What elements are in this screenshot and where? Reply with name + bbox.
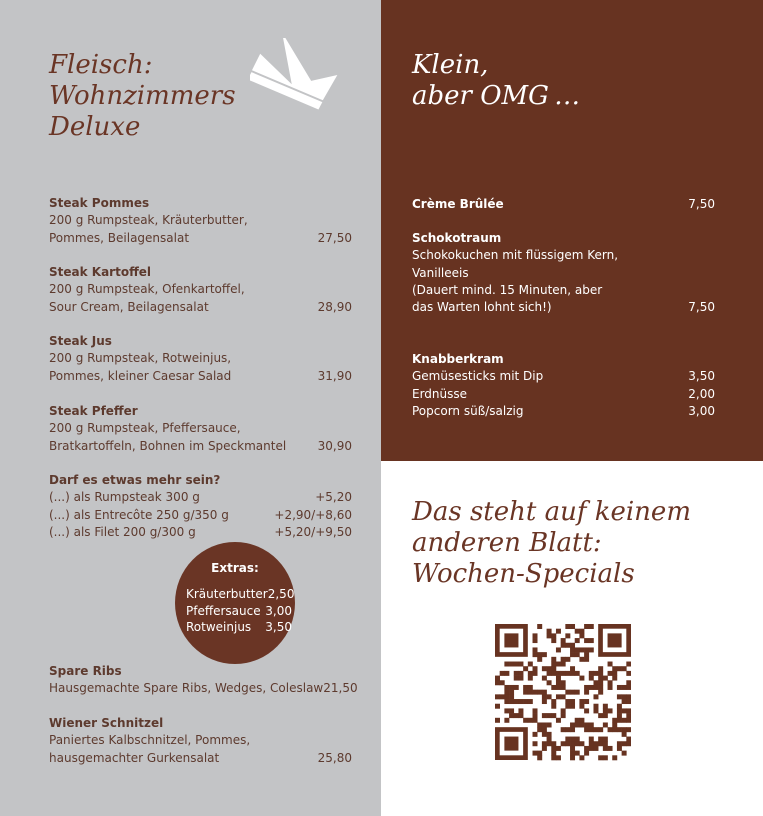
menu-item-schokotraum: Schokotraum Schokokuchen mit flüssigem Kern, Vanilleeis (Dauert mind. 15 Minuten, aber das Warten lohnt sich!) 7,50 [412,230,715,316]
menu-item-upgrades: Darf es etwas mehr sein? (...) als Rumpsteak 300 g +5,20 (...) als Entrecôte 250 g/350 g +2,90/+8,60 (...) als Filet 200 g/300 g +5,20/+9,50 [49,473,352,539]
crown-icon [250,38,354,114]
price: 31,90 [317,368,352,383]
menu-item-creme-brulee: Crème Brûlée 7,50 [412,196,715,213]
price: 28,90 [317,299,352,314]
price: 7,50 [688,300,715,315]
menu-item-spare-ribs: Spare Ribs Hausgemachte Spare Ribs, Wedges, Coleslaw 21,50 [49,663,352,698]
specials-heading: Das steht auf keinem anderen Blatt: Wochen-Specials [412,497,691,589]
menu-item-knabberkram: Knabberkram Gemüsesticks mit Dip 3,50 Erdnüsse 2,00 Popcorn süß/salzig 3,00 [412,352,715,418]
price: 21,50 [323,681,358,696]
menu-item-wiener-schnitzel: Wiener Schnitzel Paniertes Kalbschnitzel, Pommes, hausgemachter Gurkensalat 25,80 [49,715,352,767]
menu-item-steak-pfeffer: Steak Pfeffer 200 g Rumpsteak, Pfeffersauce, Bratkartoffeln, Bohnen im Speckmantel 30,90 [49,403,352,455]
price: 7,50 [688,197,715,211]
menu-item-steak-pommes: Steak Pommes 200 g Rumpsteak, Kräuterbutter, Pommes, Beilagensalat 27,50 [49,195,352,247]
menu-item-steak-kartoffel: Steak Kartoffel 200 g Rumpsteak, Ofenkartoffel, Sour Cream, Beilagensalat 28,90 [49,264,352,316]
menu-item-steak-jus: Steak Jus 200 g Rumpsteak, Rotweinjus, Pommes, kleiner Caesar Salad 31,90 [49,333,352,385]
qr-code-icon[interactable] [495,624,631,764]
price: 27,50 [317,230,352,245]
price: 25,80 [317,750,352,765]
dessert-heading: Klein, aber OMG … [412,50,581,111]
meat-heading: Fleisch: Wohnzimmers Deluxe [49,50,236,142]
extras-badge: Extras: Kräuterbutter 2,50 Pfeffersauce 3,00 Rotweinjus 3,50 [175,542,295,664]
price: 30,90 [317,438,352,453]
